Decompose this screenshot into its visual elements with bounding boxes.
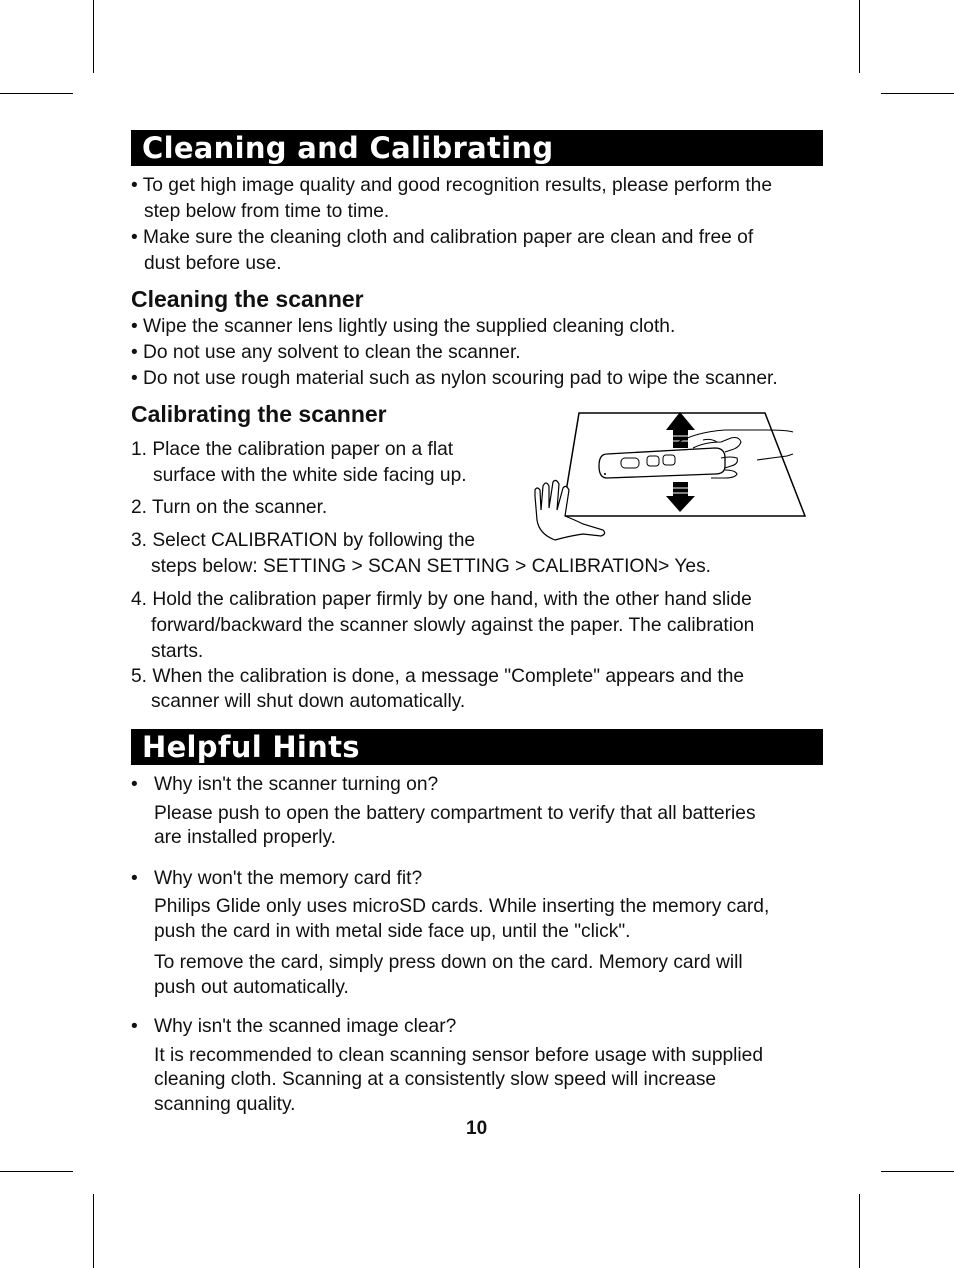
section-banner-helpful-hints: Helpful Hints	[131, 729, 823, 765]
cleaning-item: • Wipe the scanner lens lightly using the supplied cleaning cloth.	[131, 316, 676, 337]
intro-line: • To get high image quality and good recognition results, please perform the	[131, 175, 773, 196]
hint-bullet: •	[131, 1016, 138, 1037]
cleaning-item: • Do not use rough material such as nylon scouring pad to wipe the scanner.	[131, 368, 778, 389]
cleaning-item: • Do not use any solvent to clean the scanner.	[131, 342, 521, 363]
hint-answer: are installed properly.	[154, 827, 337, 848]
heading-cleaning-scanner: Cleaning the scanner	[131, 286, 364, 312]
crop-mark	[93, 1194, 94, 1268]
crop-mark	[881, 93, 954, 94]
calibration-step: 2. Turn on the scanner.	[131, 497, 328, 518]
calibration-step: 4. Hold the calibration paper firmly by one hand, with the other hand slide	[131, 589, 752, 610]
calibration-step: starts.	[151, 641, 204, 662]
calibration-step: forward/backward the scanner slowly against the paper. The calibration	[151, 615, 755, 636]
hint-answer: Please push to open the battery compartment to verify that all batteries	[154, 803, 756, 824]
hint-answer: push the card in with metal side face up, until the "click".	[154, 921, 631, 942]
hint-bullet: •	[131, 774, 138, 795]
section-banner-cleaning-calibrating: Cleaning and Calibrating	[131, 130, 823, 166]
hint-question: Why isn't the scanner turning on?	[154, 774, 439, 795]
hint-answer: To remove the card, simply press down on the card. Memory card will	[154, 952, 743, 973]
calibration-step: steps below: SETTING > SCAN SETTING > CALIBRATION> Yes.	[151, 556, 711, 577]
hint-answer: push out automatically.	[154, 977, 349, 998]
hint-answer: Philips Glide only uses microSD cards. While inserting the memory card,	[154, 896, 770, 917]
calibration-step: 5. When the calibration is done, a message "Complete" appears and the	[131, 666, 745, 687]
heading-calibrating-scanner: Calibrating the scanner	[131, 401, 387, 427]
page-number: 10	[466, 1118, 488, 1139]
hint-answer: scanning quality.	[154, 1094, 296, 1115]
calibration-illustration-icon	[525, 408, 815, 548]
crop-mark	[0, 1171, 73, 1172]
hint-bullet: •	[131, 868, 138, 889]
crop-mark	[93, 0, 94, 73]
calibration-step: 3. Select CALIBRATION by following the	[131, 530, 476, 551]
crop-mark	[0, 93, 73, 94]
calibration-step: 1. Place the calibration paper on a flat	[131, 439, 454, 460]
crop-mark	[881, 1171, 954, 1172]
hint-answer: It is recommended to clean scanning sensor before usage with supplied	[154, 1045, 764, 1066]
hint-answer: cleaning cloth. Scanning at a consistently slow speed will increase	[154, 1069, 717, 1090]
intro-line: step below from time to time.	[144, 201, 390, 222]
intro-line: • Make sure the cleaning cloth and calibration paper are clean and free of	[131, 227, 754, 248]
hint-question: Why won't the memory card fit?	[154, 868, 423, 889]
crop-mark	[859, 1194, 860, 1268]
crop-mark	[859, 0, 860, 73]
calibration-step: surface with the white side facing up.	[153, 465, 467, 486]
hint-question: Why isn't the scanned image clear?	[154, 1016, 457, 1037]
calibration-step: scanner will shut down automatically.	[151, 691, 466, 712]
intro-line: dust before use.	[144, 253, 282, 274]
